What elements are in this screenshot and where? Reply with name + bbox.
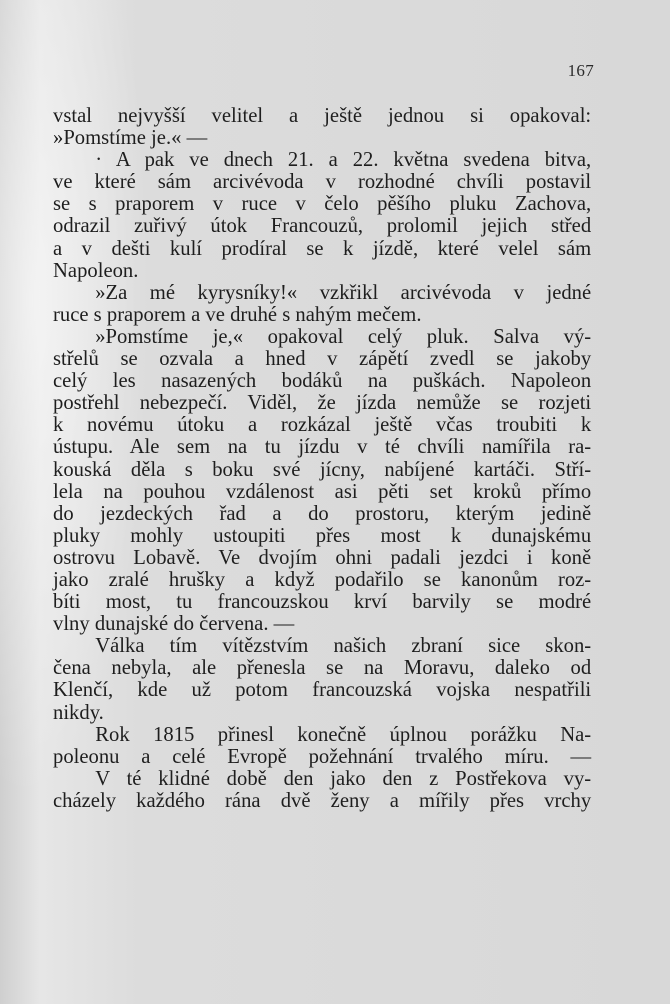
text-line: střelů se ozvala a hned v zápětí zvedl se jakoby (53, 346, 592, 371)
text-line: ostrovu Lobavě. Ve dvojím ohni padali jezdci i koně (53, 544, 592, 569)
text-line: nikdy. (53, 699, 104, 724)
text-line: jako zralé hrušky a když podařilo se kanonům roz- (53, 566, 592, 591)
text-line: bíti most, tu francouzskou krví barvily se modré (53, 589, 592, 614)
text-line: pluky mohly ustoupiti přes most k dunajskému (53, 522, 592, 547)
text-line: celý les nasazených bodáků na puškách. Napoleon (53, 368, 592, 393)
text-line: k novému útoku a rozkázal ještě včas troubiti k (53, 412, 592, 437)
text-line: a v dešti kulí prodíral se k jízdě, které velel sám (53, 235, 592, 260)
text-line: Klenčí, kde už potom francouzská vojska nespatřili (53, 677, 592, 702)
text-line: cházely každého rána dvě ženy a mířily přes vrchy (53, 787, 592, 812)
text-line: ruce s praporem a ve druhé s nahým mečem. (53, 301, 422, 326)
text-line: ve které sám arcivévoda v rozhodné chvíli postavil (53, 169, 592, 194)
text-line: V té klidné době den jako den z Postřekova vy- (95, 765, 592, 790)
text-line: · A pak ve dnech 21. a 22. května svedena bitva, (95, 147, 592, 172)
text-line: čena nebyla, ale přenesla se na Moravu, daleko od (53, 655, 592, 680)
text-line: Válka tím vítězstvím našich zbraní sice skon- (95, 633, 592, 658)
page-number: 167 (567, 61, 594, 80)
text-line: poleonu a celé Evropě požehnání trvalého míru. — (53, 743, 592, 768)
text-line: Rok 1815 přinesl konečně úplnou porážku Na- (95, 721, 592, 746)
text-line: vstal nejvyšší velitel a ještě jednou si opakoval: (53, 103, 592, 127)
text-line: »Za mé kyrysníky!« vzkřikl arcivévoda v jedné (95, 279, 592, 304)
text-line: se s praporem v ruce v čelo pěšího pluku Zachova, (53, 191, 592, 216)
text-line: »Pomstíme je.« — (53, 125, 208, 150)
body-text (53, 104, 591, 811)
text-line: ústupu. Ale sem na tu jízdu v té chvíli namířila ra- (53, 434, 592, 459)
text-line: odrazil zuřivý útok Francouzů, prolomil jejich střed (53, 213, 592, 238)
text-line: do jezdeckých řad a do prostoru, kterým jedině (53, 500, 592, 525)
text-line: vlny dunajské do červena. — (53, 611, 295, 636)
text-line: postřehl nebezpečí. Viděl, že jízda nemůže se rozjeti (53, 390, 592, 415)
text-line: Napoleon. (53, 257, 139, 282)
text-line: lela na pouhou vzdálenost asi pěti set kroků přímo (53, 478, 592, 503)
text-line: »Pomstíme je,« opakoval celý pluk. Salva vý- (95, 323, 592, 348)
text-line: kouská děla s boku své jícny, nabíjené kartáči. Stří- (53, 456, 592, 481)
